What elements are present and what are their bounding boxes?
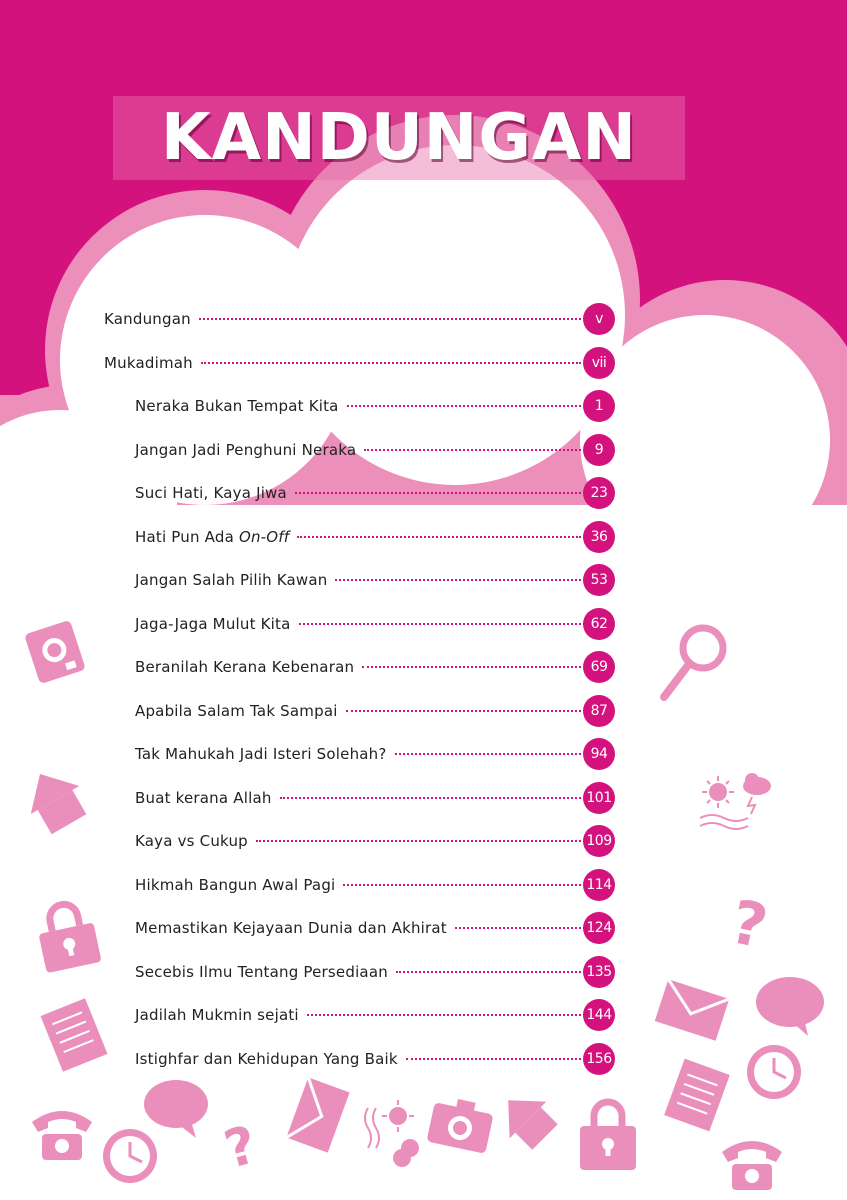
toc-entry[interactable] — [135, 435, 583, 465]
toc-entry[interactable] — [104, 304, 583, 334]
toc-entry-title — [135, 919, 447, 937]
page-title: KANDUNGAN — [161, 101, 637, 175]
toc-entry[interactable] — [135, 1044, 583, 1074]
page-number-badge[interactable]: 53 — [583, 564, 615, 596]
dot-leader — [347, 405, 581, 407]
toc-entry-title-text: Hikmah Bangun Awal Pagi — [135, 875, 336, 894]
dot-leader — [343, 884, 581, 886]
toc-entry-title — [135, 571, 327, 589]
toc-entry-title-text: Jaga-Jaga Mulut Kita — [135, 614, 291, 633]
dot-leader — [396, 971, 581, 973]
page-number-badge[interactable]: 144 — [583, 999, 615, 1031]
toc-entry[interactable] — [135, 696, 583, 726]
toc-entry-title-text: Kaya vs Cukup — [135, 832, 248, 850]
toc-entry-title-text: Istighfar dan Kehidupan Yang Baik — [135, 1049, 398, 1068]
toc-entry[interactable] — [135, 391, 583, 421]
page-number-badge[interactable]: 9 — [583, 434, 615, 466]
toc-entry[interactable] — [135, 522, 583, 552]
toc-entry-title — [135, 745, 387, 763]
toc-entry-title-text: Apabila Salam Tak Sampai — [135, 701, 338, 720]
toc-entry-title-text: Jangan Jadi Penghuni Neraka — [135, 440, 357, 459]
page-number-badge[interactable]: 94 — [583, 738, 615, 770]
toc-entry-title — [135, 702, 338, 720]
toc-entry-title — [135, 484, 287, 502]
toc-entry-title-text: Memastikan Kejayaan Dunia dan Akhirat — [135, 919, 447, 937]
page-number-badge[interactable]: 87 — [583, 695, 615, 727]
toc-entry-title-text: Tak Mahukah Jadi Isteri Solehah? — [135, 745, 387, 763]
toc-entry-title-text: Neraka Bukan Tempat Kita — [135, 397, 339, 415]
toc-entry[interactable] — [135, 565, 583, 595]
dot-leader — [455, 927, 581, 929]
toc-entry[interactable] — [135, 957, 583, 987]
toc-entry-title — [135, 963, 388, 981]
page-number-badge[interactable]: 23 — [583, 477, 615, 509]
page-number-badge[interactable]: 124 — [583, 912, 615, 944]
dot-leader — [395, 753, 581, 755]
dot-leader — [256, 840, 581, 842]
dot-leader — [299, 623, 581, 625]
page-number-badge[interactable]: 1 — [583, 390, 615, 422]
page-number-badge[interactable]: 62 — [583, 608, 615, 640]
toc-entry-title — [135, 789, 272, 807]
toc-entry-title-text: Jadilah Mukmin sejati — [135, 1006, 299, 1024]
toc-entry-title-text: Suci Hati, Kaya Jiwa — [135, 484, 287, 502]
toc-entry[interactable] — [135, 870, 583, 900]
toc-entry-title-text: Mukadimah — [104, 353, 193, 372]
toc-entry-title-text: Beranilah Kerana Kebenaran — [135, 658, 355, 676]
toc-entry[interactable] — [135, 739, 583, 769]
page-number-badge[interactable]: vii — [583, 347, 615, 379]
toc-entry[interactable] — [135, 478, 583, 508]
dot-leader — [297, 536, 581, 538]
toc-entry[interactable] — [104, 348, 583, 378]
toc-entry-title — [135, 832, 248, 850]
dot-leader — [364, 449, 581, 451]
dot-leader — [295, 492, 581, 494]
toc-entry-title — [135, 441, 356, 459]
dot-leader — [199, 318, 581, 320]
page-number-badge[interactable]: 69 — [583, 651, 615, 683]
page-number-badge[interactable]: v — [583, 303, 615, 335]
dot-leader — [307, 1014, 581, 1016]
question-mark-icon: ? — [724, 887, 774, 963]
toc-entry-title-text: Kandungan — [104, 310, 191, 328]
dot-leader — [362, 666, 581, 668]
dot-leader — [201, 362, 581, 364]
toc-entry[interactable] — [135, 783, 583, 813]
page-number-badge[interactable]: 36 — [583, 521, 615, 553]
toc-entry-title-italic: On-Off — [238, 527, 290, 546]
toc-entry-title — [135, 1050, 398, 1068]
toc-entry[interactable] — [135, 826, 583, 856]
toc-entry-title — [104, 354, 193, 372]
dot-leader — [406, 1058, 581, 1060]
page-number-badge[interactable]: 101 — [583, 782, 615, 814]
page-number-badge[interactable]: 114 — [583, 869, 615, 901]
toc-entry-title-text: Buat kerana Allah — [135, 788, 272, 807]
dot-leader — [346, 710, 581, 712]
toc-entry[interactable] — [135, 609, 583, 639]
question-mark-icon-bottom: ? — [218, 1115, 264, 1181]
toc-entry-title — [135, 528, 289, 546]
toc-entry-title-text: Hati Pun Ada — [135, 527, 239, 546]
toc-entry-title — [135, 658, 354, 676]
toc-entry[interactable] — [135, 1000, 583, 1030]
toc-entry[interactable] — [135, 652, 583, 682]
dot-leader — [280, 797, 581, 799]
toc-entry-title — [135, 615, 291, 633]
toc-entry-title — [104, 310, 191, 328]
page-number-badge[interactable]: 156 — [583, 1043, 615, 1075]
toc-entry-title — [135, 876, 335, 894]
toc-entry[interactable] — [135, 913, 583, 943]
toc-entry-title-text: Secebis Ilmu Tentang Persediaan — [135, 962, 388, 981]
dot-leader — [335, 579, 581, 581]
toc-entry-title — [135, 397, 339, 415]
page-number-badge[interactable]: 109 — [583, 825, 615, 857]
toc-entry-title-text: Jangan Salah Pilih Kawan — [135, 571, 328, 589]
toc-entry-title — [135, 1006, 299, 1024]
page-number-badge[interactable]: 135 — [583, 956, 615, 988]
